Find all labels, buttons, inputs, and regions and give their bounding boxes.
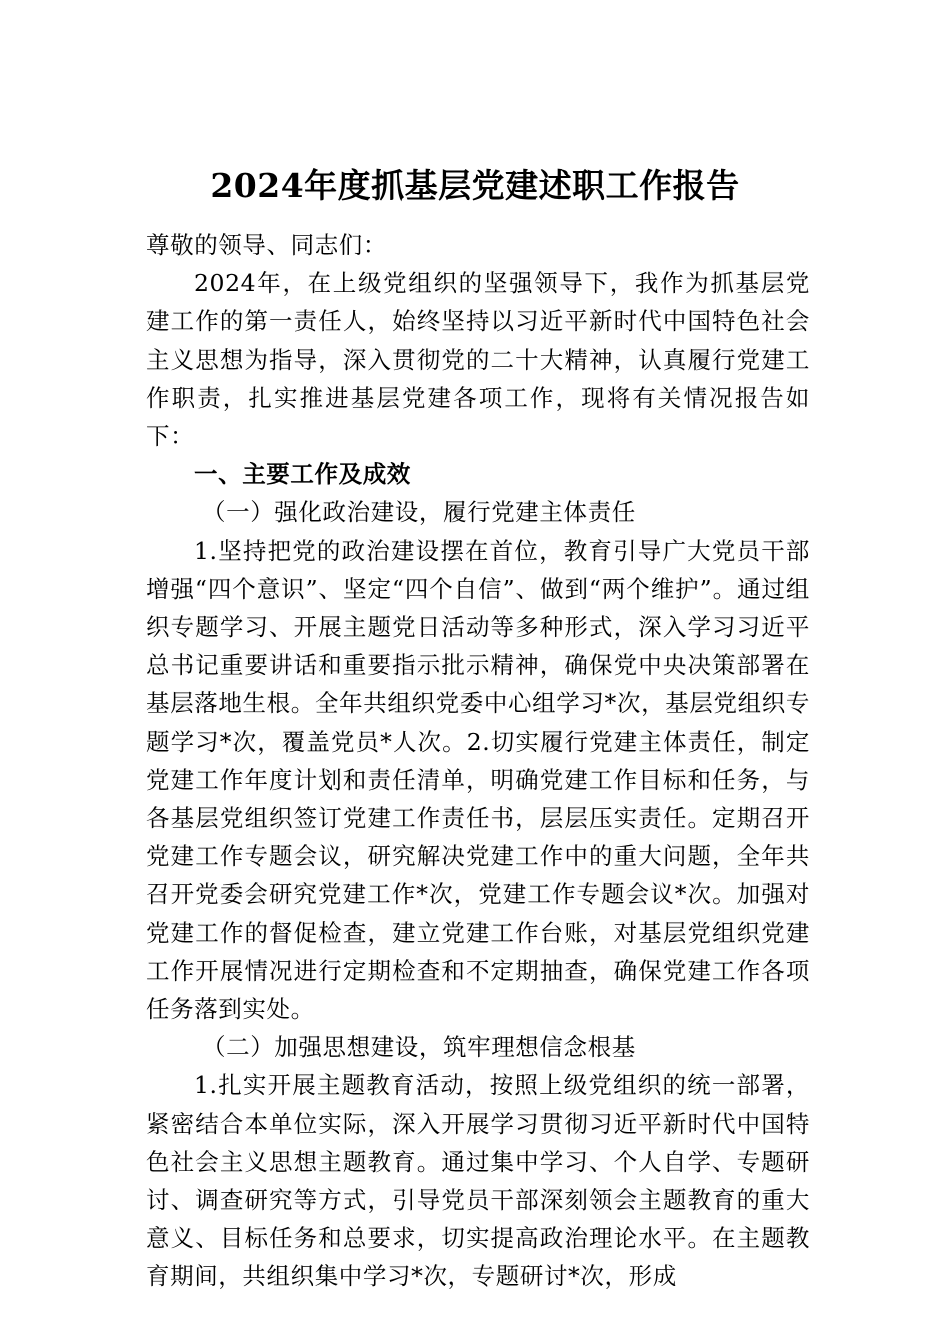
- subsection-heading-ideological: （二）加强思想建设，筑牢理想信念根基: [202, 1033, 636, 1062]
- intro-paragraph: 2024年，在上级党组织的坚强领导下，我作为抓基层党建工作的第一责任人，始终坚持以习近平新时代中国特色社会主义思想为指导，深入贯彻党的二十大精神，认真履行党建工作职责，扎实推进基层党建各项工作，现将有关情况报告如下：: [146, 269, 810, 451]
- subsection-heading-political: （一）强化政治建设，履行党建主体责任: [202, 498, 636, 527]
- document-title: 2024年度抓基层党建述职工作报告: [210, 166, 740, 205]
- paragraph-political-construction: 1.坚持把党的政治建设摆在首位，教育引导广大党员干部增强“四个意识”、坚定“四个自信”、做到“两个维护”。通过组织专题学习、开展主题党日活动等多种形式，深入学习习近平总书记重要讲话和重要指示批示精神，确保党中央决策部署在基层落地生根。全年共组织党委中心组学习*次，基层党组织专题学习*次，覆盖党员*人次。2.切实履行党建主体责任，制定党建工作年度计划和责任清单，明确党建工作目标和任务，与各基层党组织签订党建工作责任书，层层压实责任。定期召开党建工作专题会议，研究解决党建工作中的重大问题，全年共召开党委会研究党建工作*次，党建工作专题会议*次。加强对党建工作的督促检查，建立党建工作台账，对基层党组织党建工作开展情况进行定期检查和不定期抽查，确保党建工作各项任务落到实处。: [146, 536, 810, 1024]
- paragraph-theme-education: 1.扎实开展主题教育活动，按照上级党组织的统一部署，紧密结合本单位实际，深入开展学习贯彻习近平新时代中国特色社会主义思想主题教育。通过集中学习、个人自学、专题研讨、调查研究等方式，引导党员干部深刻领会主题教育的重大意义、目标任务和总要求，切实提高政治理论水平。在主题教育期间，共组织集中学习*次，专题研讨*次，形成: [146, 1071, 810, 1291]
- document-body: [146, 226, 810, 1296]
- section-heading-main-work: 一、主要工作及成效: [194, 460, 411, 489]
- salutation: 尊敬的领导、同志们：: [146, 231, 387, 259]
